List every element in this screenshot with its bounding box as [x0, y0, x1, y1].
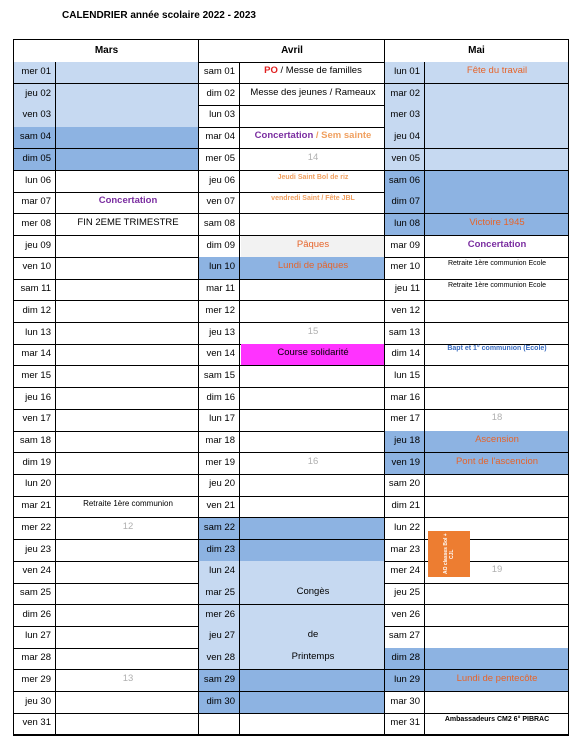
- month-column-mars: [14, 40, 199, 735]
- day-label: jeu 23: [14, 540, 56, 561]
- event-cell: Retraite 1ère communion: [83, 499, 173, 509]
- event-cell: [241, 605, 385, 626]
- day-row: [385, 236, 568, 258]
- day-label: lun 10: [199, 257, 240, 278]
- day-label: jeu 30: [14, 692, 56, 713]
- day-row: [199, 713, 385, 735]
- day-row: [199, 388, 385, 410]
- day-row: [385, 214, 568, 236]
- event-cell: [426, 171, 568, 192]
- day-row: [14, 431, 199, 453]
- day-row: [199, 344, 385, 366]
- event-cell: Fête du travail: [466, 65, 528, 76]
- event-cell: [57, 561, 199, 582]
- event-cell: [57, 605, 199, 626]
- event-cell: Lundi de pentecôte: [456, 672, 538, 684]
- event-cell: vendredi Saint / Fête JBL: [271, 195, 355, 203]
- day-row: [14, 496, 199, 518]
- day-label: mer 15: [14, 366, 56, 387]
- event-cell: [426, 366, 568, 387]
- day-label: jeu 18: [385, 431, 425, 452]
- event-cell: [426, 105, 568, 126]
- event-part: / Sem sainte: [313, 130, 372, 142]
- day-label: mer 10: [385, 257, 425, 278]
- event-cell: [57, 583, 199, 604]
- day-row: [14, 127, 199, 149]
- day-row: [14, 84, 199, 106]
- event-cell: [57, 149, 199, 170]
- day-row: [14, 279, 199, 301]
- event-cell: 13: [122, 672, 134, 684]
- day-row: [14, 214, 199, 236]
- day-row: [199, 279, 385, 301]
- event-cell: [426, 149, 568, 170]
- month-column-avril: [199, 40, 385, 735]
- day-row: [199, 605, 385, 627]
- day-row: [385, 62, 568, 84]
- event-cell: [57, 388, 199, 409]
- event-cell: [57, 84, 199, 105]
- day-label: jeu 11: [385, 279, 425, 300]
- event-cell: [426, 583, 568, 604]
- day-row: [14, 62, 199, 84]
- event-cell: [241, 409, 385, 430]
- day-label: dim 02: [199, 84, 240, 105]
- day-row: [14, 583, 199, 605]
- day-row: [385, 105, 568, 127]
- day-label: dim 14: [385, 344, 425, 365]
- event-cell: [57, 431, 199, 452]
- event-cell: [57, 648, 199, 669]
- day-row: [385, 409, 568, 431]
- day-label: lun 17: [199, 409, 240, 430]
- event-cell: 18: [491, 412, 503, 424]
- day-label: dim 19: [14, 453, 56, 474]
- event-cell: [426, 605, 568, 626]
- event-cell: Lundi de pâques: [277, 260, 349, 272]
- day-row: [385, 366, 568, 388]
- day-label: mer 03: [385, 105, 425, 126]
- event-cell: 15: [307, 325, 319, 337]
- day-label: mer 08: [14, 214, 56, 235]
- day-row: [199, 171, 385, 193]
- event-cell: Victoire 1945: [469, 216, 525, 228]
- day-label: mer 24: [385, 561, 425, 582]
- day-label: jeu 13: [199, 323, 240, 344]
- day-row: [199, 431, 385, 453]
- event-cell: [241, 388, 385, 409]
- day-label: ven 31: [14, 713, 56, 734]
- day-label: sam 18: [14, 431, 56, 452]
- ao-classes-badge: AO classes Bol + CJL: [428, 531, 470, 577]
- day-row: [14, 257, 199, 279]
- day-row: [199, 236, 385, 258]
- day-row: [385, 323, 568, 345]
- day-label: lun 08: [385, 214, 425, 235]
- day-label: jeu 20: [199, 474, 240, 495]
- day-label: mar 07: [14, 192, 56, 213]
- event-cell: [426, 474, 568, 495]
- day-label: dim 26: [14, 605, 56, 626]
- day-row: [14, 518, 199, 540]
- event-cell: Bapt et 1° communion (Ecole): [447, 345, 547, 353]
- event-cell: [241, 431, 385, 452]
- event-cell: [241, 540, 385, 561]
- event-cell: Messe des jeunes / Rameaux: [250, 86, 376, 98]
- event-cell: de: [307, 629, 319, 641]
- day-row: [14, 692, 199, 714]
- day-row: [14, 540, 199, 562]
- day-row: [14, 323, 199, 345]
- day-label: sam 25: [14, 583, 56, 604]
- day-label: mer 22: [14, 518, 56, 539]
- day-label: dim 16: [199, 388, 240, 409]
- day-row: [385, 301, 568, 323]
- event-cell: Pont de l'ascencion: [455, 455, 539, 467]
- event-cell: Printemps: [291, 651, 335, 663]
- day-row: [199, 105, 385, 127]
- day-label: sam 06: [385, 171, 425, 192]
- day-label: mer 17: [385, 409, 425, 430]
- day-label: ven 03: [14, 105, 56, 126]
- event-cell: Ambassadeurs CM2 6° PIBRAC: [444, 716, 550, 724]
- event-cell: [241, 62, 385, 83]
- day-label: mar 21: [14, 496, 56, 517]
- day-label: jeu 25: [385, 583, 425, 604]
- month-header: Avril: [199, 40, 385, 63]
- day-row: [385, 670, 568, 692]
- day-row: [199, 670, 385, 692]
- day-row: [385, 713, 568, 735]
- event-cell: [241, 279, 385, 300]
- day-row: [199, 62, 385, 84]
- day-row: [385, 257, 568, 279]
- day-row: [385, 626, 568, 648]
- day-row: [385, 540, 568, 562]
- day-label: lun 06: [14, 171, 56, 192]
- day-label: lun 20: [14, 474, 56, 495]
- event-cell: [57, 279, 199, 300]
- day-row: [14, 453, 199, 475]
- day-label: mer 12: [199, 301, 240, 322]
- day-label: sam 27: [385, 626, 425, 647]
- event-cell: [57, 409, 199, 430]
- day-label: jeu 02: [14, 84, 56, 105]
- day-row: [199, 214, 385, 236]
- day-row: [14, 105, 199, 127]
- event-cell: [57, 713, 199, 734]
- day-row: [199, 192, 385, 214]
- day-label: sam 20: [385, 474, 425, 495]
- event-cell: [426, 388, 568, 409]
- event-cell: [57, 127, 199, 148]
- day-row: [14, 192, 199, 214]
- day-row: [385, 518, 568, 540]
- day-row: [14, 409, 199, 431]
- day-label: lun 01: [385, 62, 425, 83]
- day-row: [385, 388, 568, 410]
- day-label: mar 02: [385, 84, 425, 105]
- day-label: ven 26: [385, 605, 425, 626]
- day-row: [199, 626, 385, 648]
- event-cell: [241, 105, 385, 126]
- event-cell: Course solidarité: [241, 344, 385, 365]
- day-row: [199, 561, 385, 583]
- day-row: [385, 431, 568, 453]
- event-cell: [426, 301, 568, 322]
- event-cell: [57, 301, 199, 322]
- day-label: [199, 713, 240, 734]
- event-cell: [57, 474, 199, 495]
- day-label: dim 21: [385, 496, 425, 517]
- day-row: [199, 257, 385, 279]
- event-cell: [241, 561, 385, 582]
- event-part: Concertation: [254, 130, 314, 142]
- day-label: sam 11: [14, 279, 56, 300]
- month-header: Mars: [14, 40, 199, 63]
- day-label: sam 01: [199, 62, 240, 83]
- day-label: dim 28: [385, 648, 425, 669]
- day-row: [385, 84, 568, 106]
- day-label: dim 12: [14, 301, 56, 322]
- day-label: ven 05: [385, 149, 425, 170]
- day-label: ven 14: [199, 344, 240, 365]
- day-row: [385, 149, 568, 171]
- day-label: jeu 04: [385, 127, 425, 148]
- day-row: [199, 149, 385, 171]
- day-row: [385, 344, 568, 366]
- calendar-table: [13, 39, 569, 736]
- day-label: mar 23: [385, 540, 425, 561]
- event-cell: [426, 692, 568, 713]
- day-row: [14, 171, 199, 193]
- day-label: mer 05: [199, 149, 240, 170]
- day-row: [199, 127, 385, 149]
- day-label: sam 15: [199, 366, 240, 387]
- day-label: lun 29: [385, 670, 425, 691]
- event-cell: Jeudi Saint Bol de riz: [277, 173, 349, 181]
- event-cell: FIN 2EME TRIMESTRE: [77, 216, 179, 228]
- day-label: dim 30: [199, 692, 240, 713]
- day-label: dim 07: [385, 192, 425, 213]
- event-part: PO: [264, 65, 278, 76]
- event-cell: [57, 366, 199, 387]
- day-label: sam 13: [385, 323, 425, 344]
- day-label: lun 24: [199, 561, 240, 582]
- day-label: ven 19: [385, 453, 425, 474]
- day-label: mar 30: [385, 692, 425, 713]
- day-row: [199, 692, 385, 714]
- day-row: [14, 670, 199, 692]
- day-label: ven 24: [14, 561, 56, 582]
- day-row: [14, 605, 199, 627]
- event-cell: Retraite 1ère communion Ecole: [447, 260, 547, 268]
- day-label: mar 14: [14, 344, 56, 365]
- day-label: mer 31: [385, 713, 425, 734]
- event-cell: Concertation: [467, 238, 527, 250]
- month-header: Mai: [385, 40, 568, 63]
- day-row: [199, 323, 385, 345]
- day-label: sam 04: [14, 127, 56, 148]
- day-row: [385, 496, 568, 518]
- event-cell: [241, 474, 385, 495]
- day-label: mer 01: [14, 62, 56, 83]
- event-cell: [426, 127, 568, 148]
- day-row: [385, 583, 568, 605]
- event-cell: [241, 366, 385, 387]
- day-row: [14, 626, 199, 648]
- event-cell: [426, 648, 568, 669]
- day-row: [14, 561, 199, 583]
- day-label: jeu 09: [14, 236, 56, 257]
- day-row: [14, 388, 199, 410]
- day-label: dim 23: [199, 540, 240, 561]
- day-row: [199, 453, 385, 475]
- day-row: [199, 474, 385, 496]
- event-cell: [57, 453, 199, 474]
- day-label: mar 28: [14, 648, 56, 669]
- day-label: ven 07: [199, 192, 240, 213]
- event-cell: 14: [307, 151, 319, 163]
- event-cell: [426, 323, 568, 344]
- day-row: [14, 713, 199, 735]
- event-cell: [241, 127, 385, 148]
- day-row: [14, 474, 199, 496]
- day-row: [385, 474, 568, 496]
- day-row: [385, 171, 568, 193]
- event-cell: [57, 626, 199, 647]
- event-cell: [57, 62, 199, 83]
- day-row: [385, 692, 568, 714]
- event-cell: [426, 496, 568, 517]
- day-row: [385, 127, 568, 149]
- event-part: / Messe de familles: [277, 65, 362, 76]
- day-label: mer 26: [199, 605, 240, 626]
- day-label: mar 16: [385, 388, 425, 409]
- event-cell: [57, 105, 199, 126]
- event-cell: 19: [491, 564, 503, 576]
- event-cell: Retraite 1ère communion Ecole: [447, 282, 547, 290]
- day-label: lun 13: [14, 323, 56, 344]
- day-row: [385, 648, 568, 670]
- day-row: [14, 648, 199, 670]
- day-row: [14, 344, 199, 366]
- day-label: lun 27: [14, 626, 56, 647]
- day-row: [385, 192, 568, 214]
- day-label: ven 21: [199, 496, 240, 517]
- day-label: sam 22: [199, 518, 240, 539]
- day-row: [14, 366, 199, 388]
- event-cell: [241, 713, 385, 734]
- event-cell: [426, 192, 568, 213]
- event-cell: Concertation: [98, 195, 158, 207]
- event-cell: Congès: [296, 586, 330, 598]
- day-row: [385, 605, 568, 627]
- event-cell: [241, 214, 385, 235]
- day-label: dim 05: [14, 149, 56, 170]
- event-cell: [241, 301, 385, 322]
- day-label: mar 04: [199, 127, 240, 148]
- day-row: [199, 301, 385, 323]
- event-cell: [241, 518, 385, 539]
- day-label: mar 11: [199, 279, 240, 300]
- day-label: ven 28: [199, 648, 240, 669]
- event-cell: [57, 540, 199, 561]
- event-cell: [426, 84, 568, 105]
- event-cell: [57, 692, 199, 713]
- event-cell: [241, 496, 385, 517]
- day-label: jeu 16: [14, 388, 56, 409]
- day-label: mar 09: [385, 236, 425, 257]
- day-label: ven 12: [385, 301, 425, 322]
- day-label: mar 25: [199, 583, 240, 604]
- day-label: sam 08: [199, 214, 240, 235]
- day-row: [385, 561, 568, 583]
- event-cell: [57, 323, 199, 344]
- day-row: [385, 279, 568, 301]
- day-label: mer 29: [14, 670, 56, 691]
- day-row: [199, 518, 385, 540]
- day-row: [199, 409, 385, 431]
- day-row: [14, 301, 199, 323]
- event-cell: 12: [122, 520, 134, 532]
- event-cell: [426, 626, 568, 647]
- day-row: [14, 149, 199, 171]
- day-row: [385, 453, 568, 475]
- day-label: lun 15: [385, 366, 425, 387]
- day-label: ven 10: [14, 257, 56, 278]
- event-cell: Pâques: [241, 236, 385, 257]
- page-title: CALENDRIER année scolaire 2022 - 2023: [62, 10, 256, 21]
- event-cell: [57, 257, 199, 278]
- month-column-mai: [385, 40, 568, 735]
- event-cell: [57, 236, 199, 257]
- day-label: jeu 27: [199, 626, 240, 647]
- day-label: dim 09: [199, 236, 240, 257]
- day-label: sam 29: [199, 670, 240, 691]
- day-row: [199, 540, 385, 562]
- event-cell: [241, 692, 385, 713]
- event-cell: [241, 670, 385, 691]
- day-row: [199, 496, 385, 518]
- day-label: mar 18: [199, 431, 240, 452]
- day-row: [199, 648, 385, 670]
- day-row: [199, 583, 385, 605]
- day-label: lun 03: [199, 105, 240, 126]
- day-row: [14, 236, 199, 258]
- day-row: [199, 84, 385, 106]
- day-label: jeu 06: [199, 171, 240, 192]
- event-cell: [57, 344, 199, 365]
- event-cell: 16: [307, 455, 319, 467]
- day-label: mer 19: [199, 453, 240, 474]
- day-row: [199, 366, 385, 388]
- event-cell: Ascension: [475, 434, 519, 446]
- day-label: ven 17: [14, 409, 56, 430]
- event-cell: [57, 171, 199, 192]
- day-label: lun 22: [385, 518, 425, 539]
